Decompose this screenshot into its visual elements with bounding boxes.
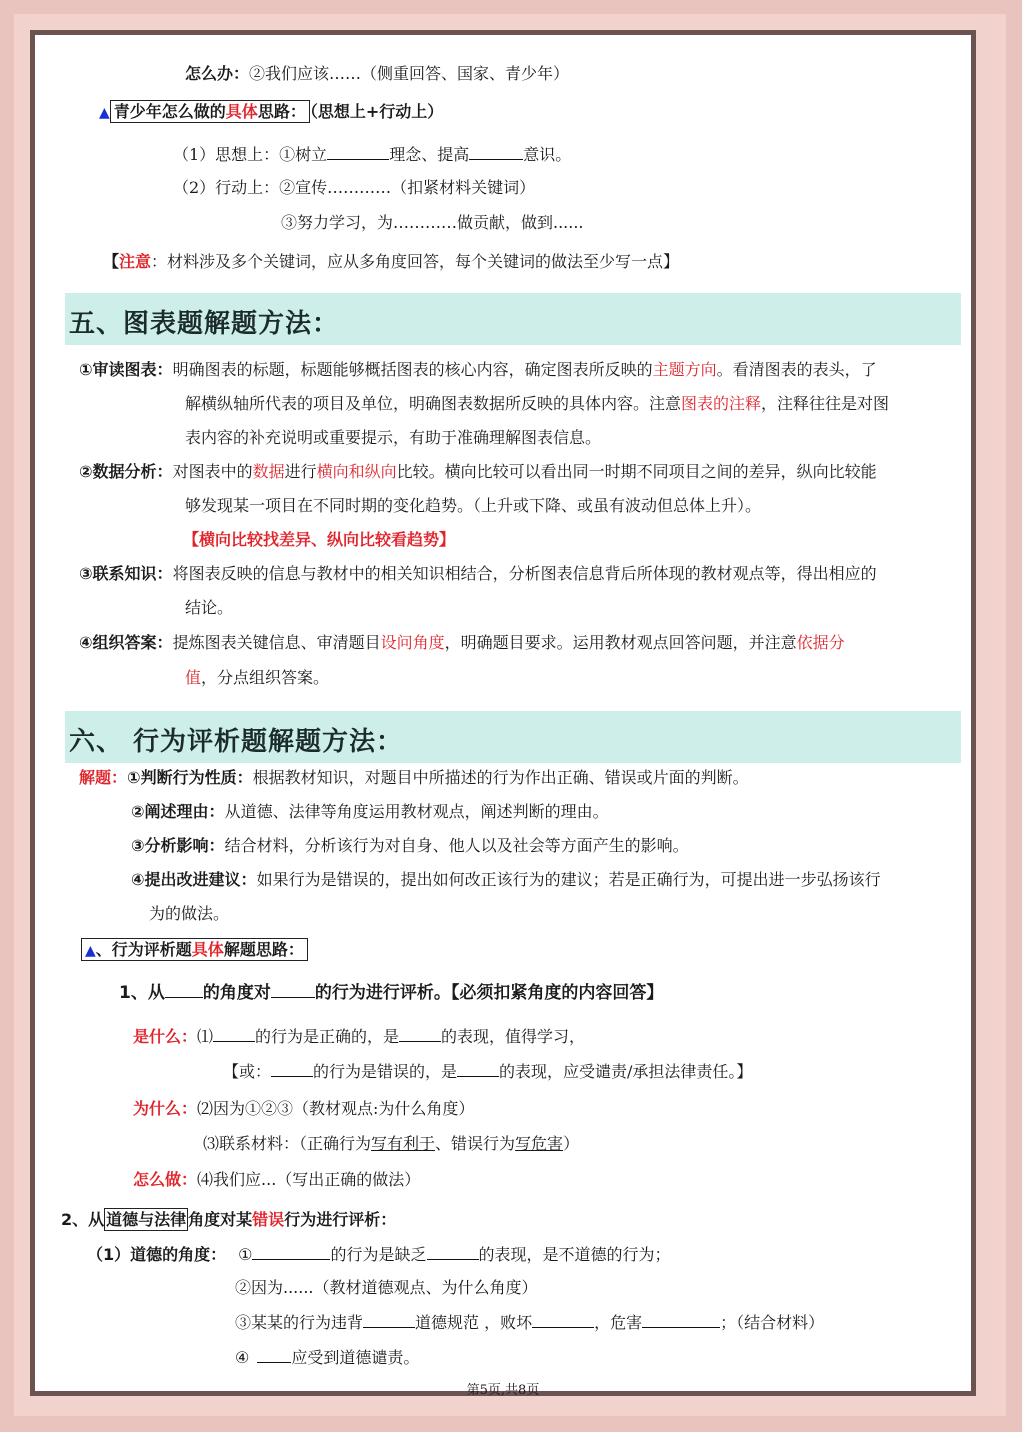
note-line: 【注意：材料涉及多个关键词，应从多角度回答，每个关键词的做法至少写一点】 [103, 252, 680, 271]
moral-line-2: ②因为......（教材道德观点、为什么角度） [235, 1278, 538, 1297]
s5-p4-line1: ④组织答案：提炼图表关键信息、审清题目设问角度，明确题目要求。运用教材观点回答问题，并注意依据分 [79, 633, 845, 652]
s5-p2-line2: 够发现某一项目在不同时期的变化趋势。（上升或下降、或虽有波动但总体上升）。 [185, 496, 762, 515]
triangle-icon: ▲ [99, 105, 110, 121]
document-page [30, 30, 976, 1396]
blank [257, 1346, 291, 1363]
page-footer: 第5页,共8页 [466, 1383, 540, 1398]
s6-q4: ④提出改进建议：如果行为是错误的，提出如何改正该行为的建议；若是正确行为，可提出进一步弘扬该行 [131, 870, 881, 889]
why-line: 为什么：⑵因为①②③（教材观点:为什么角度） [133, 1099, 475, 1118]
how-line: 怎么做：⑷我们应...（写出正确的做法） [133, 1170, 421, 1189]
blank [363, 1311, 415, 1328]
s5-p1-line1: ①审读图表：明确图表的标题，标题能够概括图表的核心内容，确定图表所反映的主题方向。看清图表的表头，了 [79, 360, 877, 379]
blank [469, 143, 523, 160]
s5-p4-line2: 值，分点组织答案。 [185, 668, 330, 687]
rule-2: 2、从 道德与法律 角度对某错误行为进行评析： [61, 1210, 397, 1229]
blank [271, 981, 315, 998]
how-to-line: 怎么办：②我们应该……（侧重回答、国家、青少年） [185, 64, 570, 83]
s6-q1: 解题：①判断行为性质：根据教材知识，对题目中所描述的行为作出正确、错误或片面的判断。 [79, 768, 749, 787]
moral-line-4: ④ 应受到道德谴责。 [235, 1348, 420, 1367]
s5-p1-line3: 表内容的补充说明或重要提示，有助于准确理解图表信息。 [185, 428, 602, 447]
blank [532, 1311, 594, 1328]
s5-p3-line2: 结论。 [185, 598, 234, 617]
blank [252, 1243, 330, 1260]
blank [642, 1311, 720, 1328]
youth-approach-box: 青少年怎么做的具体思路： [110, 100, 310, 123]
blank [399, 1025, 441, 1042]
s5-p1-line2: 解横纵轴所代表的项目及单位，明确图表数据所反映的具体内容。注意图表的注释，注释往往是对图 [185, 394, 890, 413]
study-line: ③努力学习，为…………做贡献，做到...... [281, 213, 584, 232]
s5-p2-line1: ②数据分析：对图表中的数据进行横向和纵向比较。横向比较可以看出同一时期不同项目之间的差异，纵向比较能 [79, 462, 877, 481]
s5-p2-note: 【横向比较找差异、纵向比较看趋势】 [183, 530, 456, 549]
action-line: （2）行动上：②宣传…………（扣紧材料关键词） [173, 178, 536, 197]
or-line: 【或： 的行为是错误的，是 的表现，应受谴责/承担法律责任。】 [223, 1062, 753, 1081]
triangle-icon: ▲ [85, 943, 96, 959]
blank [457, 1060, 499, 1077]
blank [427, 1243, 479, 1260]
what-line: 是什么：⑴ 的行为是正确的，是 的表现，值得学习， [133, 1027, 586, 1046]
s6-q4-cont: 为的做法。 [149, 904, 230, 923]
blank [213, 1025, 255, 1042]
s6-q3: ③分析影响：结合材料，分析该行为对自身、他人以及社会等方面产生的影响。 [131, 836, 689, 855]
s5-p3-line1: ③联系知识：将图表反映的信息与教材中的相关知识相结合，分析图表信息背后所体现的教材观点等，得出相应的 [79, 564, 877, 583]
blank [327, 143, 389, 160]
moral-line-1: （1）道德的角度： ① 的行为是缺乏 的表现，是不道德的行为； [87, 1245, 671, 1264]
section-5-heading: 五、图表题解题方法： [65, 293, 961, 345]
moral-line-3: ③某某的行为违背 道德规范 ，败坏 ，危害 ；（结合材料） [235, 1313, 825, 1332]
thought-line: （1）思想上：①树立 理念、提高 意识。 [173, 145, 572, 164]
why-material-line: ⑶联系材料：（正确行为写有利于、错误行为写危害） [203, 1134, 580, 1153]
blank [165, 981, 203, 998]
s6-q2: ②阐述理由：从道德、法律等角度运用教材观点，阐述判断的理由。 [131, 802, 609, 821]
section-6-heading: 六、 行为评析题解题方法： [65, 711, 961, 763]
rule-1: 1、从 的角度对 的行为进行评析。【必须扣紧角度的内容回答】 [119, 983, 664, 1003]
approach-box-2: ▲、行为评析题具体解题思路： [81, 939, 308, 962]
youth-approach-line: ▲ 青少年怎么做的具体思路： （思想上+行动上） [99, 102, 444, 121]
blank [271, 1060, 313, 1077]
